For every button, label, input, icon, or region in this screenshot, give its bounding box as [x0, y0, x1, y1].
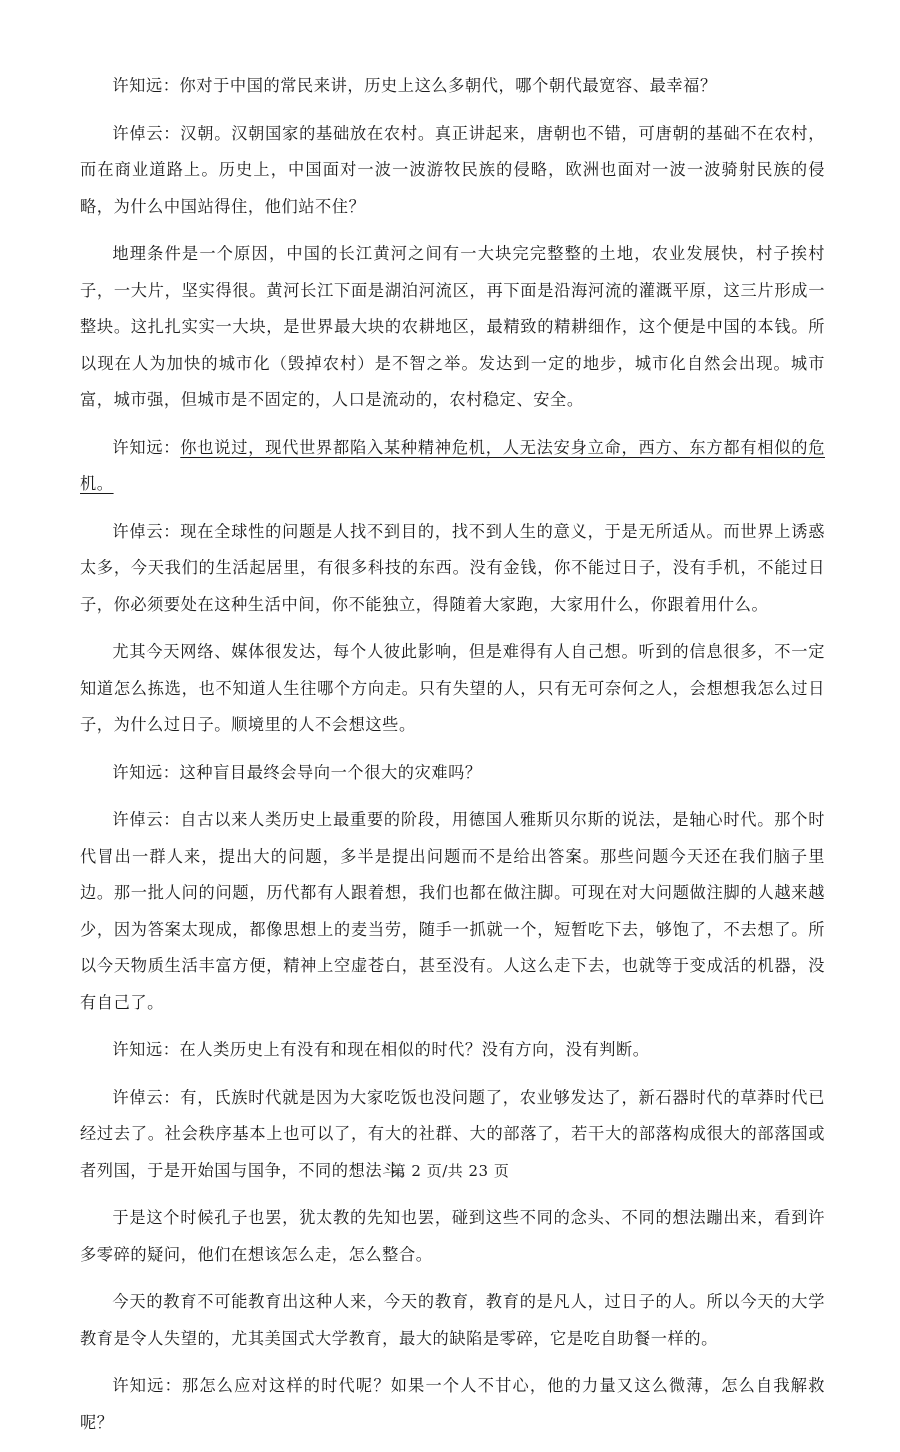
paragraph-1: 许知远：你对于中国的常民来讲，历史上这么多朝代，哪个朝代最宽容、最幸福？ — [112, 76, 717, 95]
paragraph-2: 许倬云：汉朝。汉朝国家的基础放在农村。真正讲起来，唐朝也不错，可唐朝的基础不在农村，而在商业道路上。历史上，中国面对一波一波游牧民族的侵略，欧洲也面对一波一波骑射民族的侵略，为什么中国站得住，他们站不住？ — [80, 123, 825, 216]
paragraph-10: 许倬云：有，氏族时代就是因为大家吃饭也没问题了，农业够发达了，新石器时代的草莽时代已经过去了。社会秩序基本上也可以了，有大的社群、大的部落了，若干大的部落构成很大的部落国或者列国，于是开始国与国争，不同的想法斗。 — [80, 1087, 825, 1180]
paragraph-4 — [80, 430, 825, 503]
paragraph-12: 今天的教育不可能教育出这种人来，今天的教育，教育的是凡人，过日子的人。所以今天的大学教育是令人失望的，尤其美国式大学教育，最大的缺陷是零碎，它是吃自助餐一样的。 — [80, 1292, 825, 1348]
underlined-question: 你也说过，现代世界都陷入某种精神危机，人无法安身立命，西方、东方都有相似的危机。 — [80, 437, 825, 493]
paragraph-13: 许知远：那怎么应对这样的时代呢？如果一个人不甘心，他的力量又这么微薄，怎么自我解救呢？ — [80, 1376, 825, 1432]
paragraph-5: 许倬云：现在全球性的问题是人找不到目的，找不到人生的意义，于是无所适从。而世界上诱惑太多，今天我们的生活起居里，有很多科技的东西。没有金钱，你不能过日子，没有手机，不能过日子，你必须要处在这种生活中间，你不能独立，得随着大家跑，大家用什么，你跟着用什么。 — [80, 521, 825, 614]
paragraph-11: 于是这个时候孔子也罢，犹太教的先知也罢，碰到这些不同的念头、不同的想法蹦出来，看到许多零碎的疑问，他们在想该怎么走，怎么整合。 — [80, 1208, 825, 1264]
paragraph-8: 许倬云：自古以来人类历史上最重要的阶段，用德国人雅斯贝尔斯的说法，是轴心时代。那个时代冒出一群人来，提出大的问题，多半是提出问题而不是给出答案。那些问题今天还在我们脑子里边。那一批人问的问题，历代都有人跟着想，我们也都在做注脚。可现在对大问题做注脚的人越来越少，因为答案太现成，都像思想上的麦当劳，随手一抓就一个，短暂吃下去，够饱了，不去想了。所以今天物质生活丰富方便，精神上空虚苍白，甚至没有。人这么走下去，也就等于变成活的机器，没有自己了。 — [80, 810, 825, 1012]
paragraph-3: 地理条件是一个原因，中国的长江黄河之间有一大块完完整整的土地，农业发展快，村子挨村子，一大片，坚实得很。黄河长江下面是湖泊河流区，再下面是沿海河流的灌溉平原，这三片形成一整块。这扎扎实实一大块，是世界最大块的农耕地区，最精致的精耕细作，这个便是中国的本钱。所以现在人为加快的城市化（毁掉农村）是不智之举。发达到一定的地步，城市化自然会出现。城市富，城市强，但城市是不固定的，人口是流动的，农村稳定、安全。 — [80, 244, 825, 409]
paragraph-9: 许知远：在人类历史上有没有和现在相似的时代？没有方向，没有判断。 — [112, 1040, 650, 1059]
speaker-label: 许知远： — [112, 437, 181, 457]
paragraph-6: 尤其今天网络、媒体很发达，每个人彼此影响，但是难得有人自己想。听到的信息很多，不一定知道怎么拣选，也不知道人生往哪个方向走。只有失望的人，只有无可奈何之人，会想想我怎么过日子，为什么过日子。顺境里的人不会想这些。 — [80, 642, 825, 734]
document-body — [80, 68, 825, 1452]
paragraph-7: 许知远：这种盲目最终会导向一个很大的灾难吗？ — [112, 762, 482, 782]
page-number-footer: 第 2 页/共 23 页 — [390, 1162, 510, 1180]
